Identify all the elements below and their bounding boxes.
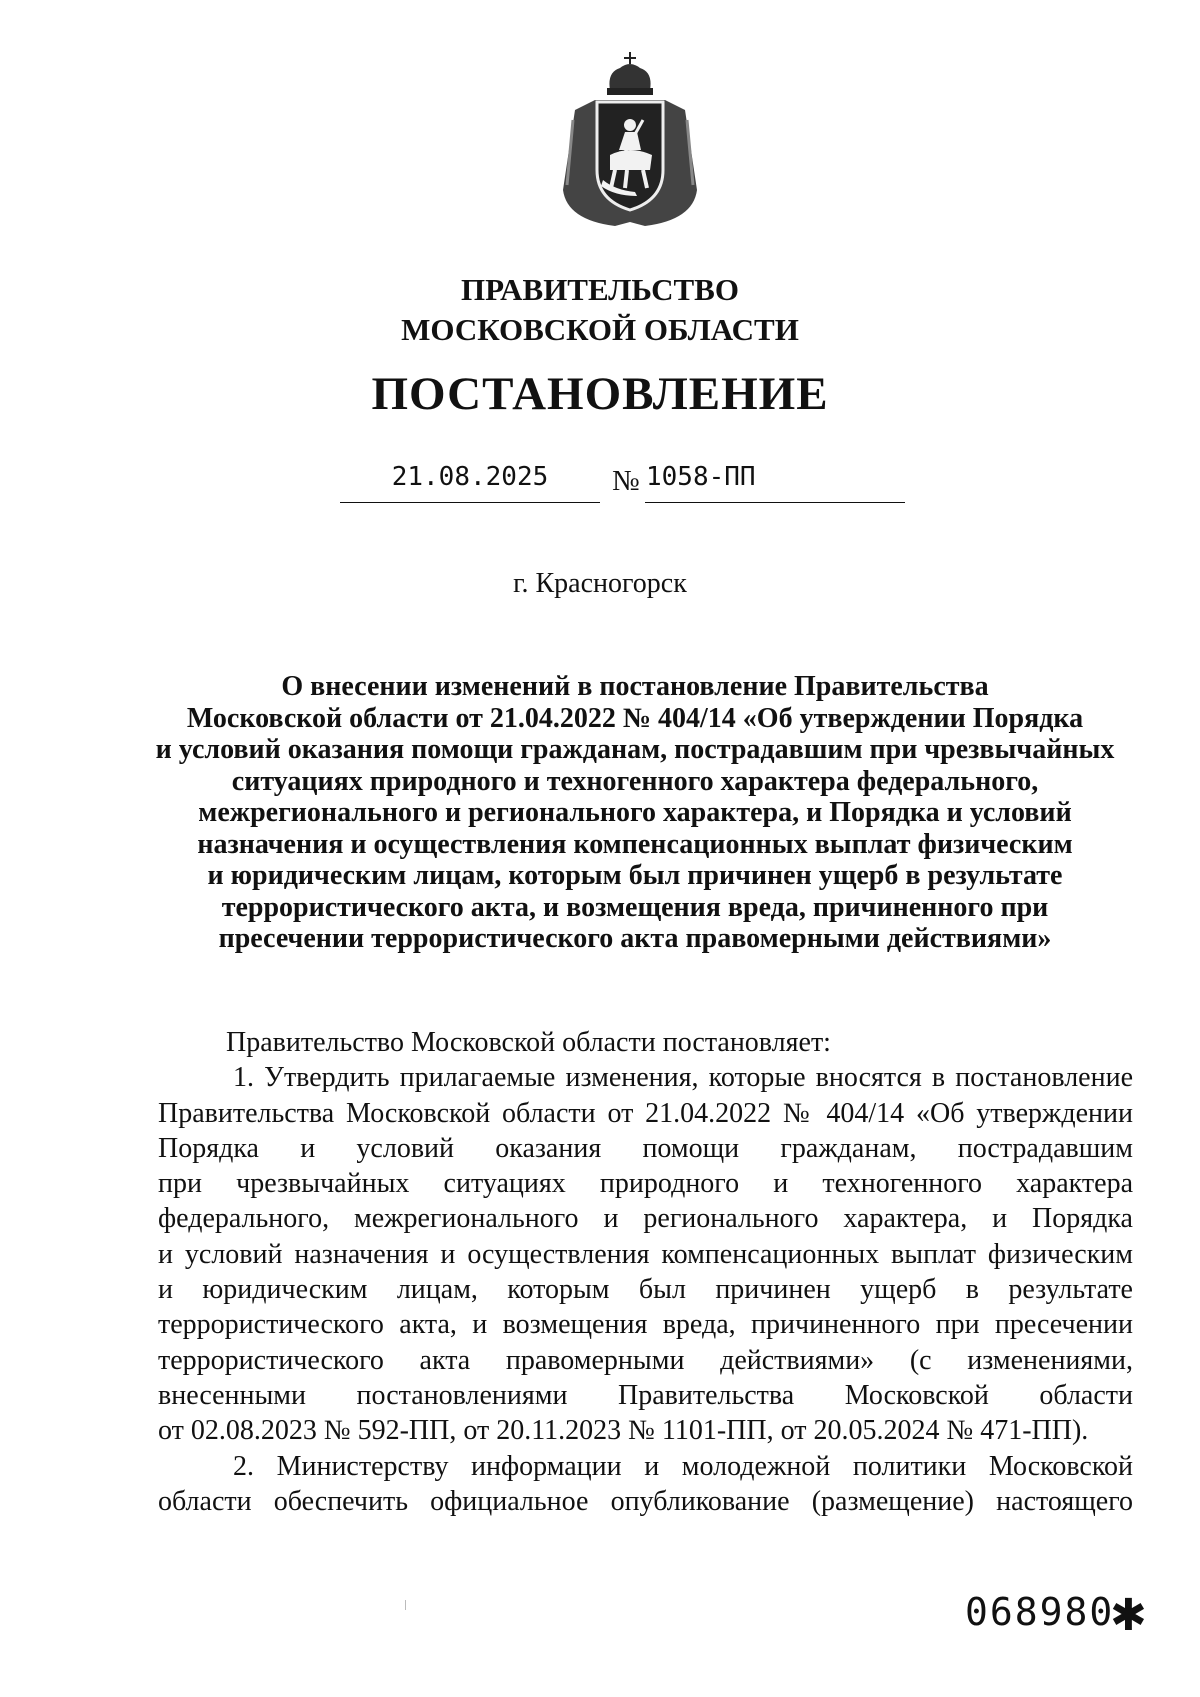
number-underline — [645, 502, 905, 503]
coat-of-arms-icon — [555, 50, 705, 230]
number-sign: № — [612, 465, 640, 497]
body-line: внесенными постановлениями Правительства Московской области — [158, 1379, 1133, 1411]
document-number: 1058-ПП — [646, 462, 756, 492]
subject-line: террористического акта, и возмещения вреда, причиненного при — [221, 891, 1049, 923]
subject-line: Московской области от 21.04.2022 № 404/14 «Об утверждении Порядка — [186, 702, 1084, 734]
subject-line: и юридическим лицам, которым был причинен ущерб в результате — [207, 860, 1063, 891]
body-line: области обеспечить официальное опубликование (размещение) настоящего — [158, 1485, 1133, 1517]
subject-line: назначения и осуществления компенсационных выплат физическим — [197, 828, 1073, 860]
city: г. Красногорск — [513, 568, 687, 599]
organization-line-1: ПРАВИТЕЛЬСТВО — [461, 272, 739, 307]
body-line: Правительства Московской области от 21.04.2022 № 404/14 «Об утверждении — [158, 1097, 1133, 1129]
serial-code: 068980 — [965, 1590, 1115, 1634]
body-line: 2. Министерству информации и молодежной политики Московской — [233, 1450, 1133, 1482]
subject-line: и условий оказания помощи гражданам, пострадавшим при чрезвычайных — [155, 734, 1115, 765]
body-line: Порядка и условий оказания помощи гражданам, пострадавшим — [158, 1132, 1133, 1164]
organization-name — [0, 270, 1200, 350]
date-number-line — [0, 462, 1200, 512]
date-underline — [340, 502, 600, 503]
subject-line: ситуациях природного и техногенного характера федерального, — [231, 765, 1039, 797]
body-line: и юридическим лицам, которым был причинен ущерб в результате — [158, 1274, 1133, 1306]
body-line: от 02.08.2023 № 592-ПП, от 20.11.2023 № 1101-ПП, от 20.05.2024 № 471-ПП). — [158, 1415, 1089, 1447]
preamble: Правительство Московской области постановляет: — [226, 1027, 831, 1058]
scan-speck — [405, 1600, 406, 1610]
document-body — [158, 1025, 1133, 1519]
body-line: федерального, межрегионального и регионального характера, и Порядка — [158, 1203, 1133, 1235]
document-date: 21.08.2025 — [391, 462, 549, 492]
organization-line-2: МОСКОВСКОЙ ОБЛАСТИ — [401, 312, 799, 347]
body-line: при чрезвычайных ситуациях природного и техногенного характера — [158, 1168, 1133, 1200]
body-line: террористического акта, и возмещения вреда, причиненного при пресечении — [158, 1309, 1133, 1341]
document-subject — [140, 671, 1130, 955]
subject-line: межрегионального и регионального характера, и Порядка и условий — [198, 797, 1072, 828]
asterisk-icon: ✱ — [1110, 1590, 1147, 1641]
subject-line: пресечении террористического акта правомерными действиями» — [218, 923, 1052, 954]
document-type: ПОСТАНОВЛЕНИЕ — [371, 368, 829, 420]
body-line: 1. Утвердить прилагаемые изменения, которые вносятся в постановление — [233, 1062, 1133, 1094]
body-line: террористического акта правомерными действиями» (с изменениями, — [158, 1344, 1133, 1376]
subject-line: О внесении изменений в постановление Правительства — [281, 671, 989, 702]
body-line: и условий назначения и осуществления компенсационных выплат физическим — [158, 1238, 1133, 1270]
